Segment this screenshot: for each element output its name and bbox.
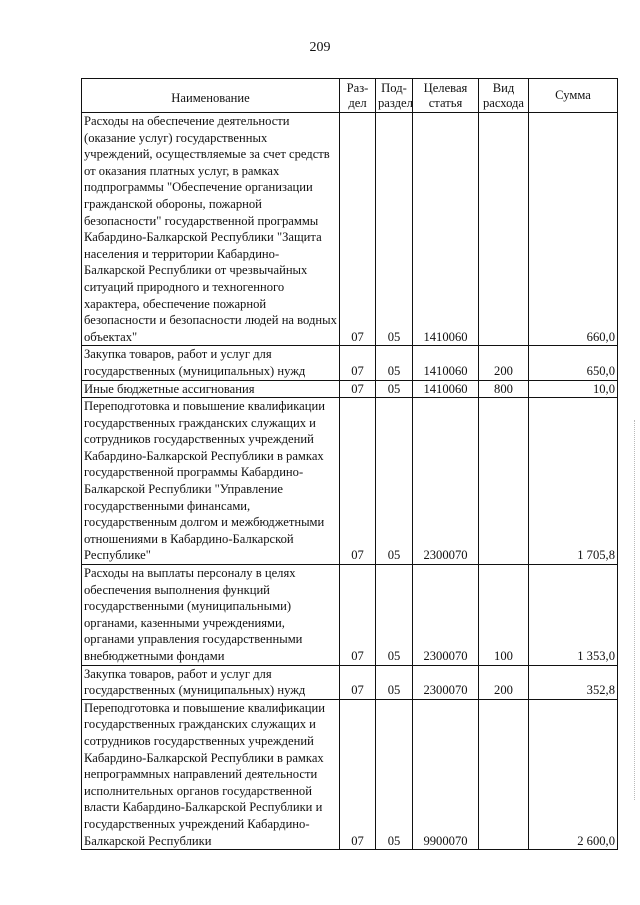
row-sum: 352,8 [529, 665, 618, 699]
row-name: Переподготовка и повышение квалификации государственных гражданских служащих и сотрудников государственных учреждений Кабардино-Балкарской Республики в рамках государственной программы Кабардино-Балкарской Республики "Управление государственными финансами, государственным долгом и межбюджетными отношениями в Кабардино-Балкарской Республике" [82, 398, 340, 565]
table-header-row [82, 79, 618, 113]
row-kind [479, 699, 529, 849]
row-subsection: 05 [376, 565, 413, 666]
row-name: Расходы на обеспечение деятельности (оказание услуг) государственных учреждений, осуществляемые за счет средств от оказания платных услуг, в рамках подпрограммы "Обеспечение организации гражданской обороны, пожарной безопасности" государственной программы Кабардино-Балкарской Республики "Защита населения и территории Кабардино-Балкарской Республики от чрезвычайных ситуаций природного и техногенного характера, обеспечение пожарной безопасности и безопасности людей на водных объектах" [82, 113, 340, 346]
header-sum: Сумма [529, 79, 618, 113]
table-row [82, 699, 618, 849]
row-subsection: 05 [376, 699, 413, 849]
header-subsection [376, 79, 413, 113]
row-name: Закупка товаров, работ и услуг для государственных (муниципальных) нужд [82, 665, 340, 699]
budget-table [81, 78, 618, 850]
row-subsection: 05 [376, 346, 413, 380]
row-kind [479, 113, 529, 346]
header-section-line-1: Раз- [346, 80, 369, 95]
header-subsection-line-2: раздел [378, 95, 413, 110]
row-target: 1410060 [413, 346, 479, 380]
row-sum: 10,0 [529, 380, 618, 398]
scan-edge-mark [634, 420, 637, 800]
row-target: 2300070 [413, 398, 479, 565]
row-section: 07 [340, 113, 376, 346]
row-kind: 200 [479, 665, 529, 699]
row-sum: 2 600,0 [529, 699, 618, 849]
row-subsection: 05 [376, 398, 413, 565]
row-section: 07 [340, 398, 376, 565]
page-number: 209 [309, 40, 331, 55]
table-row [82, 565, 618, 666]
row-sum: 660,0 [529, 113, 618, 346]
row-kind: 100 [479, 565, 529, 666]
row-target: 9900070 [413, 699, 479, 849]
row-name: Расходы на выплаты персоналу в целях обеспечения выполнения функций государственными (муниципальными) органами, казенными учреждениями, органами управления государственными внебюджетными фондами [82, 565, 340, 666]
row-name: Иные бюджетные ассигнования [82, 380, 340, 398]
row-section: 07 [340, 346, 376, 380]
row-name: Закупка товаров, работ и услуг для государственных (муниципальных) нужд [82, 346, 340, 380]
table-row [82, 113, 618, 346]
header-kind-line-2: расхода [482, 95, 525, 110]
header-target-line-2: статья [428, 95, 463, 110]
row-kind: 200 [479, 346, 529, 380]
header-target [413, 79, 479, 113]
row-subsection: 05 [376, 113, 413, 346]
row-sum: 1 353,0 [529, 565, 618, 666]
table-row [82, 346, 618, 380]
table-row [82, 380, 618, 398]
row-subsection: 05 [376, 380, 413, 398]
row-sum: 1 705,8 [529, 398, 618, 565]
table-row [82, 398, 618, 565]
row-section: 07 [340, 380, 376, 398]
row-kind: 800 [479, 380, 529, 398]
row-subsection: 05 [376, 665, 413, 699]
header-name: Наименование [82, 79, 340, 113]
header-kind [479, 79, 529, 113]
header-target-line-1: Целевая [423, 80, 468, 95]
header-kind-line-1: Вид [492, 80, 515, 95]
table-row [82, 665, 618, 699]
row-section: 07 [340, 565, 376, 666]
row-section: 07 [340, 699, 376, 849]
row-section: 07 [340, 665, 376, 699]
header-subsection-line-1: Под- [381, 80, 407, 95]
row-target: 2300070 [413, 665, 479, 699]
row-target: 1410060 [413, 113, 479, 346]
row-target: 2300070 [413, 565, 479, 666]
row-name: Переподготовка и повышение квалификации государственных гражданских служащих и сотрудников государственных учреждений Кабардино-Балкарской Республики в рамках непрограммных направлений деятельности исполнительных органов государственной власти Кабардино-Балкарской Республики и государственных учреждений Кабардино-Балкарской Республики [82, 699, 340, 849]
header-section [340, 79, 376, 113]
row-sum: 650,0 [529, 346, 618, 380]
row-kind [479, 398, 529, 565]
row-target: 1410060 [413, 380, 479, 398]
header-section-line-2: дел [348, 95, 367, 110]
